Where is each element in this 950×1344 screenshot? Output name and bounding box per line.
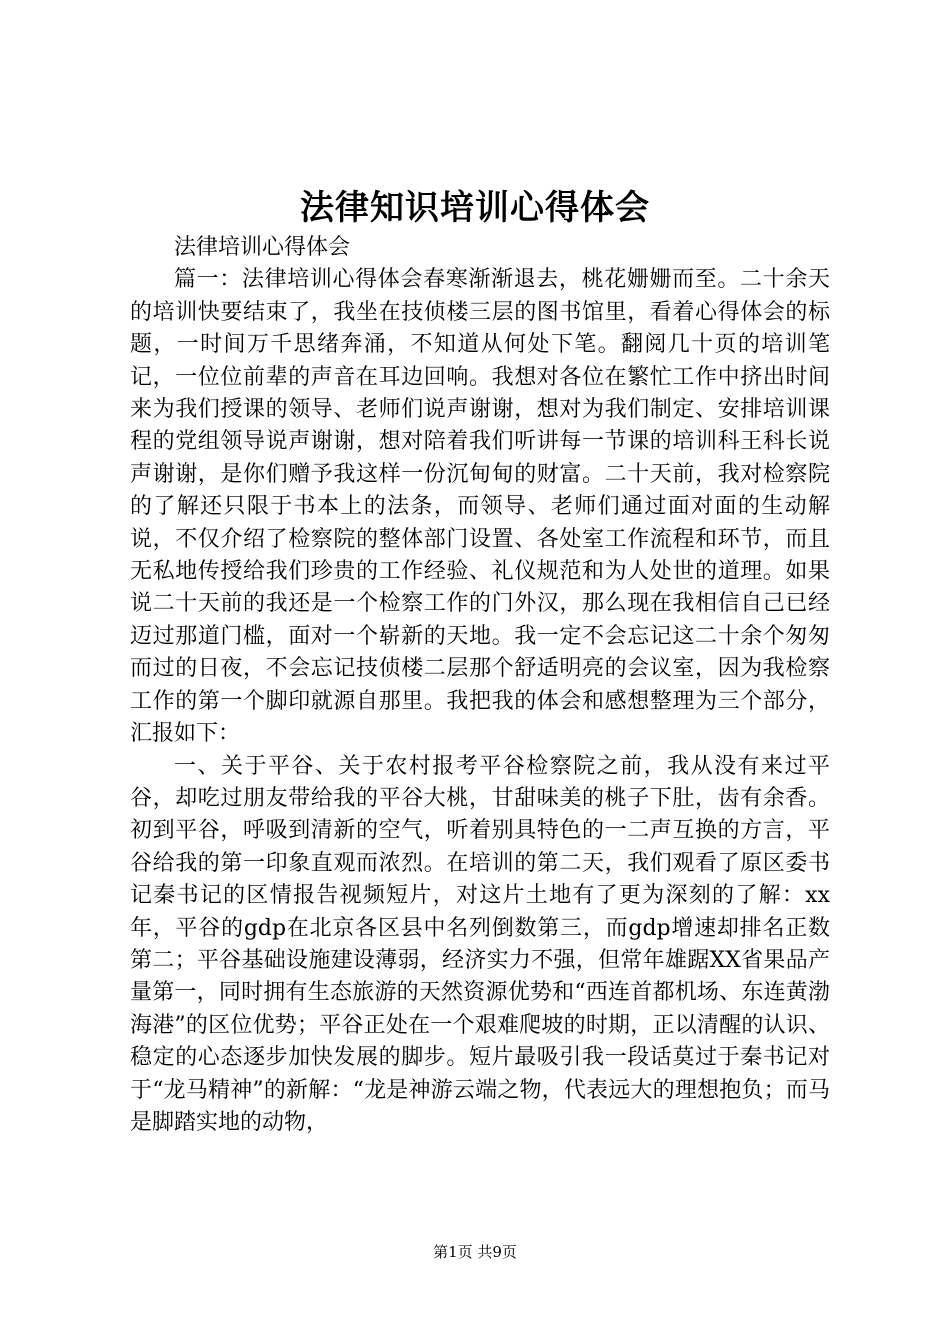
- body-paragraph: 篇一：法律培训心得体会春寒渐渐退去，桃花姗姗而至。二十余天的培训快要结束了，我坐在技侦楼三层的图书馆里，看着心得体会的标题，一时间万千思绪奔涌，不知道从何处下笔。翻阅几十页的培训笔记，一位位前辈的声音在耳边回响。我想对各位在繁忙工作中挤出时间来为我们授课的领导、老师们说声谢谢，想对为我们制定、安排培训课程的党组领导说声谢谢，想对陪着我们听讲每一节课的培训科王科长说声谢谢，是你们赠予我这样一份沉甸甸的财富。二十天前，我对检察院的了解还只限于书本上的法条，而领导、老师们通过面对面的生动解说，不仅介绍了检察院的整体部门设置、各处室工作流程和环节，而且无私地传授给我们珍贵的工作经验、礼仪规范和为人处世的道理。如果说二十天前的我还是一个检察工作的门外汉，那么现在我相信自己已经迈过那道门槛，面对一个崭新的天地。我一定不会忘记这二十余个匆匆而过的日夜，不会忘记技侦楼二层那个舒适明亮的会议室，因为我检察工作的第一个脚印就源自那里。我把我的体会和感想整理为三个部分，汇报如下：: [130, 267, 830, 747]
- page-number: 第1页 共9页: [433, 1243, 517, 1261]
- body-paragraph: 一、关于平谷、关于农村报考平谷检察院之前，我从没有来过平谷，却吃过朋友带给我的平谷大桃，甘甜味美的桃子下肚，齿有余香。初到平谷，呼吸到清新的空气，听着别具特色的一二声互换的方言，平谷给我的第一印象直观而浓烈。在培训的第二天，我们观看了原区委书记秦书记的区情报告视频短片，对这片土地有了更为深刻的了解：xx年，平谷的gdp在北京各区县中名列倒数第三，而gdp增速却排名正数第二；平谷基础设施建设薄弱，经济实力不强，但常年雄踞XX省果品产量第一，同时拥有生态旅游的天然资源优势和“西连首都机场、东连黄渤海港”的区位优势；平谷正处在一个艰难爬坡的时期，正以清醒的认识、稳定的心态逐步加快发展的脚步。短片最吸引我一段话莫过于秦书记对于“龙马精神”的新解：“龙是神游云端之物，代表远大的理想抱负；而马是脚踏实地的动物，: [130, 753, 830, 1135]
- document-body: [130, 232, 830, 1139]
- document-title: 法律知识培训心得体会: [300, 188, 650, 228]
- subtitle-paragraph: 法律培训心得体会: [174, 235, 351, 260]
